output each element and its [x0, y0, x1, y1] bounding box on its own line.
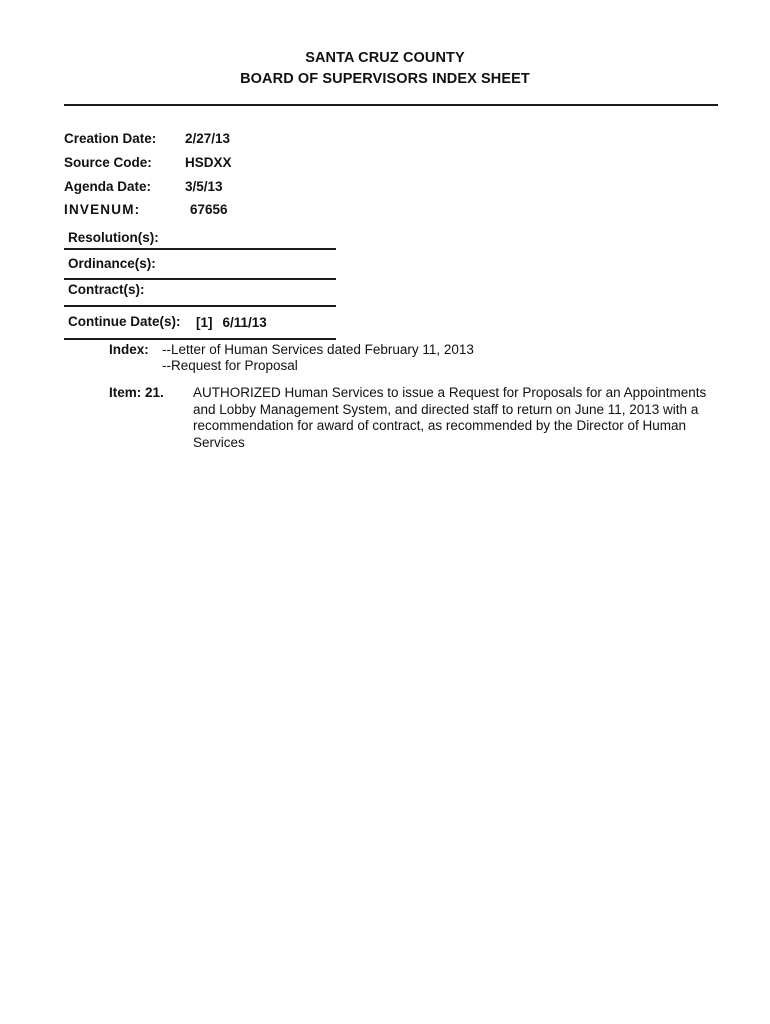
creation-date-label: Creation Date:	[64, 131, 157, 146]
resolution-label: Resolution(s):	[68, 230, 159, 245]
sheet-title: BOARD OF SUPERVISORS INDEX SHEET	[240, 71, 530, 87]
agenda-date-label: Agenda Date:	[64, 179, 152, 194]
item-label: Item: 21.	[109, 385, 164, 400]
contract-rule	[64, 305, 336, 307]
item-description: AUTHORIZED Human Services to issue a Request for Proposals for an Appointments and Lobby Management System, and directed staff to return on June 11, 2013 with a recommendation for award of contract, as recommended by the Director of Human Services	[193, 385, 707, 450]
continue-date: 6/11/13	[222, 315, 267, 330]
creation-date-value: 2/27/13	[185, 131, 231, 146]
header-divider	[64, 104, 718, 106]
index-label: Index:	[109, 342, 149, 357]
resolution-rule	[64, 248, 336, 250]
index-entry: --Letter of Human Services dated February 11, 2013	[162, 342, 474, 357]
continue-rule	[64, 338, 336, 340]
invenum-value: 67656	[190, 202, 228, 217]
county-title: SANTA CRUZ COUNTY	[305, 50, 465, 66]
ordinance-label: Ordinance(s):	[68, 256, 156, 271]
contract-label: Contract(s):	[68, 282, 145, 297]
continue-count: [1]	[196, 315, 213, 330]
continue-date-value	[196, 315, 267, 330]
source-code-value: HSDXX	[185, 155, 232, 170]
continue-date-label: Continue Date(s):	[68, 314, 181, 329]
ordinance-rule	[64, 278, 336, 280]
source-code-label: Source Code:	[64, 155, 152, 170]
index-entry: --Request for Proposal	[162, 358, 298, 373]
invenum-label: INVENUM:	[64, 202, 141, 217]
agenda-date-value: 3/5/13	[185, 179, 223, 194]
